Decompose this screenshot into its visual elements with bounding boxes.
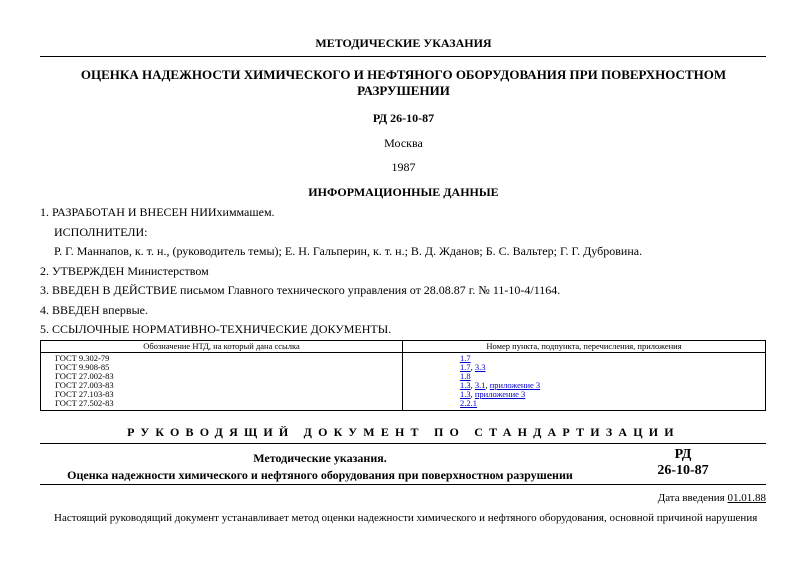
- title-line-1: ОЦЕНКА НАДЕЖНОСТИ ХИМИЧЕСКОГО И НЕФТЯНОГО ОБОРУДОВАНИЯ ПРИ ПОВЕРХНОСТНОМ: [80, 67, 727, 82]
- info-item-2: 2. УТВЕРЖДЕН Министерством: [40, 264, 209, 278]
- info-item-3: 3. ВВЕДЕН В ДЕЙСТВИЕ письмом Главного технического управления от 28.08.87 г. № 11-10-4/1164.: [40, 283, 561, 297]
- references-table-body: [41, 353, 766, 411]
- document-code: РД 26-10-87: [372, 111, 435, 125]
- clause-link[interactable]: 1.3: [460, 380, 471, 390]
- clause-link[interactable]: 2.2.1: [460, 398, 477, 408]
- title-line-2: РАЗРУШЕНИИ: [357, 83, 450, 98]
- effective-date-value: 01.01.88: [727, 492, 766, 504]
- table-row-doc: ГОСТ 27.103-83: [55, 389, 114, 399]
- guide-header-table: [40, 445, 766, 483]
- col-header-clause: Номер пункта, подпункта, перечисления, приложения: [403, 341, 766, 353]
- appendix-link[interactable]: приложение 3: [474, 389, 526, 399]
- table-row-doc: ГОСТ 27.002-83: [55, 371, 114, 381]
- guide-title-line-1: Методические указания.: [253, 451, 387, 465]
- effective-date: [658, 492, 766, 504]
- intro-paragraph: Настоящий руководящий документ устанавливает метод оценки надежности химического и нефтяного оборудования, основной причиной нарушения: [54, 512, 758, 524]
- executors-list: Р. Г. Маннапов, к. т. н., (руководитель темы); Е. Н. Гальперин, к. т. н.; В. Д. Жданов; Б. С. Вальтер; Г. Г. Дубровина.: [54, 244, 643, 258]
- table-row-doc: ГОСТ 27.502-83: [55, 398, 114, 408]
- table-row-doc: ГОСТ 9.302-79: [55, 353, 110, 363]
- col-header-document: Обозначение НТД, на который дана ссылка: [41, 341, 403, 353]
- effective-date-label: Дата введения: [657, 492, 725, 504]
- guide-code-line-1: РД: [674, 447, 692, 462]
- clause-link[interactable]: 1.7: [460, 362, 471, 372]
- appendix-link[interactable]: приложение 3: [489, 380, 541, 390]
- header-divider: [40, 56, 766, 57]
- doc-type-heading: МЕТОДИЧЕСКИЕ УКАЗАНИЯ: [315, 36, 492, 50]
- guide-code-cell: [600, 445, 766, 483]
- table-row-doc: ГОСТ 9.908-85: [55, 362, 110, 372]
- clause-link[interactable]: 3.1: [474, 380, 486, 390]
- clause-link[interactable]: 1.7: [460, 353, 471, 363]
- guide-banner: РУКОВОДЯЩИЙ ДОКУМЕНТ ПО СТАНДАРТИЗАЦИИ: [127, 425, 680, 439]
- info-item-1: 1. РАЗРАБОТАН И ВНЕСЕН НИИхиммашем.: [40, 205, 275, 219]
- info-item-5: 5. ССЫЛОЧНЫЕ НОРМАТИВНО-ТЕХНИЧЕСКИЕ ДОКУМЕНТЫ.: [40, 322, 392, 336]
- references-table-header: [41, 341, 766, 353]
- city: Москва: [384, 136, 423, 150]
- guide-title-cell: [40, 445, 600, 483]
- info-item-4: 4. ВВЕДЕН впервые.: [40, 303, 148, 317]
- document-list: [41, 353, 403, 411]
- separator: ,: [470, 362, 475, 372]
- table-row-doc: ГОСТ 27.003-83: [55, 380, 114, 390]
- info-heading: ИНФОРМАЦИОННЫЕ ДАННЫЕ: [308, 185, 499, 199]
- guide-code-line-2: 26-10-87: [657, 463, 709, 478]
- year: 1987: [391, 160, 416, 174]
- banner-divider: [40, 443, 766, 444]
- references-table: [40, 340, 766, 411]
- clause-link[interactable]: 3.3: [474, 362, 486, 372]
- guide-title-line-2: Оценка надежности химического и нефтяного оборудования при поверхностном разрушении: [67, 468, 573, 482]
- executors-label: ИСПОЛНИТЕЛИ:: [54, 225, 148, 239]
- clause-list: 1.7 1.7, 3.3 1.8 1.3, 3.1, приложение 3 1.3, приложение 3 2.2.1: [403, 353, 766, 411]
- guide-header-divider: [40, 484, 766, 485]
- clause-link[interactable]: 1.3: [460, 389, 471, 399]
- clause-link[interactable]: 1.8: [460, 371, 471, 381]
